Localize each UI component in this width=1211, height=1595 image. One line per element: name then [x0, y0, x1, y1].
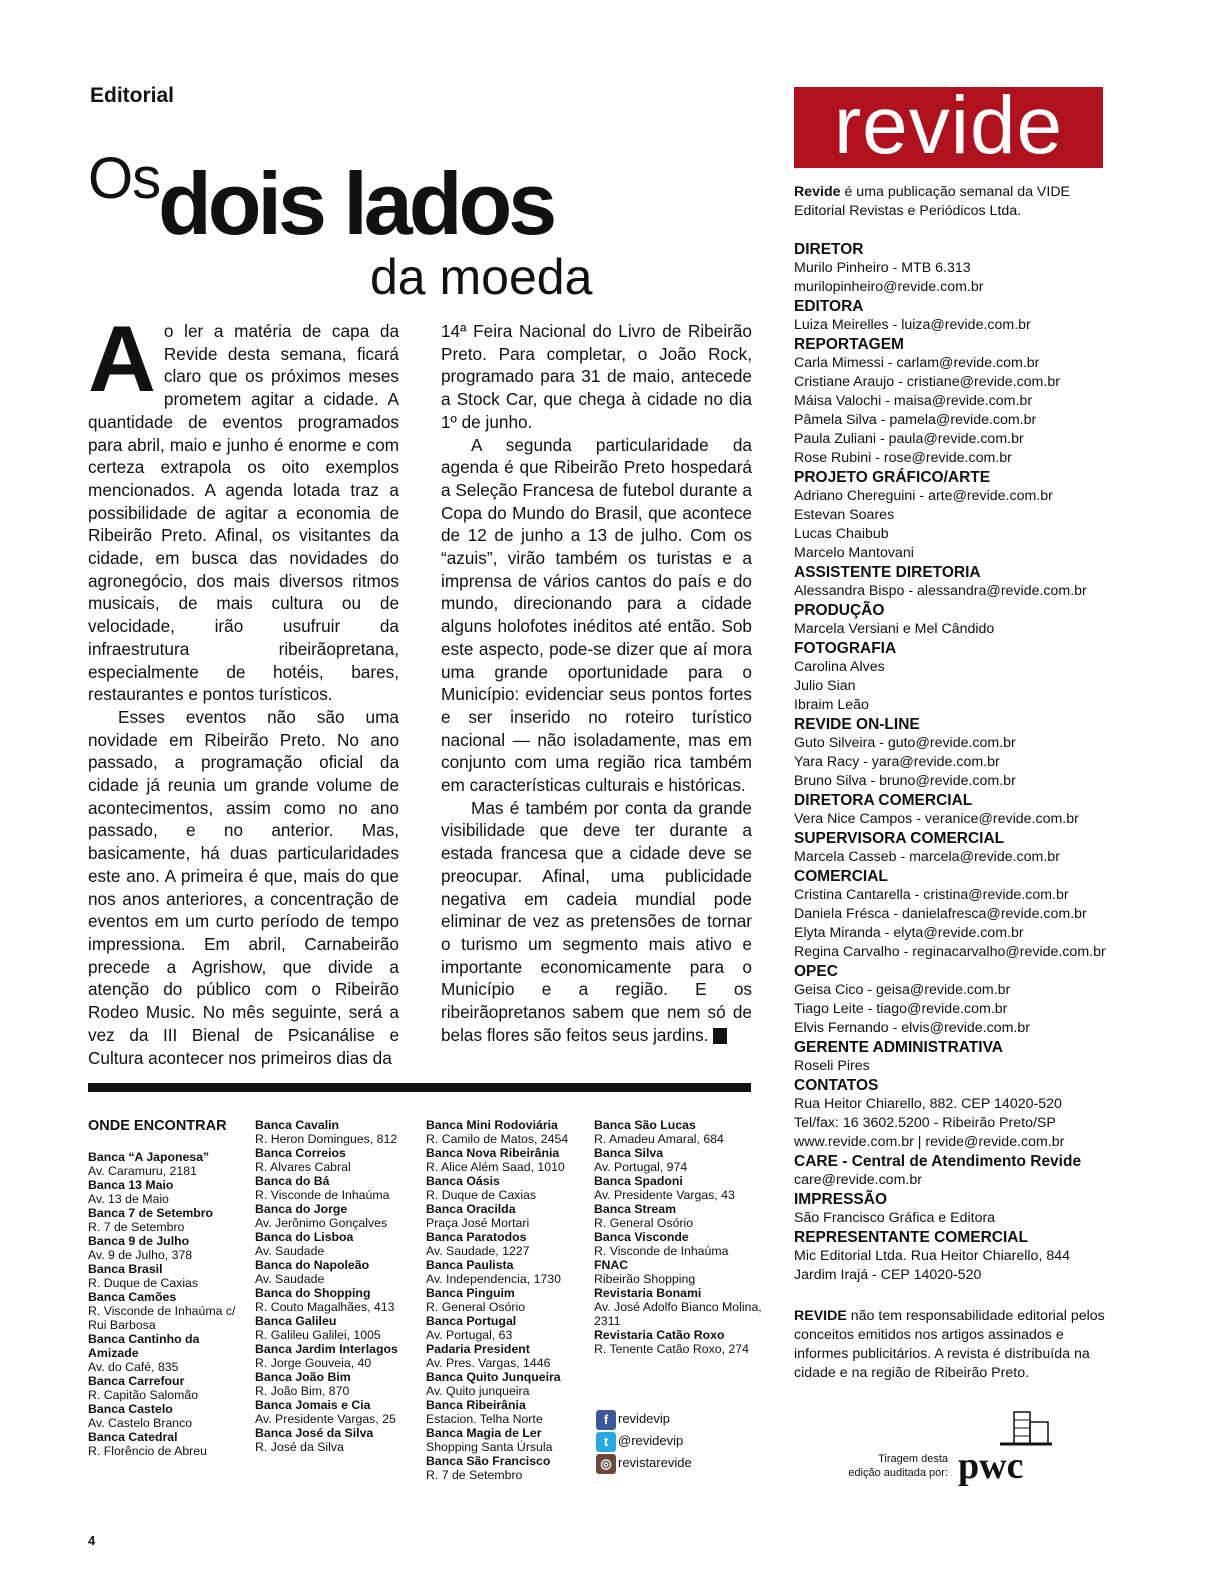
store-name: Banca Magia de Ler	[426, 1426, 542, 1440]
store-name: Banca Mini Rodoviária	[426, 1118, 558, 1132]
store-name: Banca Galileu	[255, 1314, 337, 1328]
store-address: Av. Pres. Vargas, 1446	[426, 1356, 551, 1370]
social-label: revidevip	[618, 1411, 671, 1426]
store-name: Banca Portugal	[426, 1314, 517, 1328]
store-address: R. Visconde de Inhaúma	[255, 1188, 390, 1202]
store-address: Ribeirão Shopping	[594, 1272, 696, 1286]
instagram-icon: ◎	[596, 1454, 616, 1474]
store-name: Banca 9 de Julho	[88, 1234, 190, 1248]
store-name: Banca Catedral	[88, 1430, 178, 1444]
store-address: R. Duque de Caxias	[426, 1188, 537, 1202]
staff-heading: REVIDE ON-LINE	[794, 716, 920, 733]
store-name: Banca Ribeirânia	[426, 1398, 526, 1412]
store-address: R. Visconde de Inhaúma c/ Rui Barbosa	[88, 1304, 236, 1332]
store-name: Banca Brasil	[88, 1262, 163, 1276]
article-paragraph: Ao ler a matéria de capa da Revide desta semana, ficará claro que os próximos meses prometem agitar a cidade. A quantidade de eventos programados para abril, maio e junho é enorme e com certeza extrapola os oito exemplos mencionados. A agenda lotada traz a possibilidade de agitar a economia de Ribeirão Preto. Afinal, os visitantes da cidade, em busca das novidades do agronegócio, dos mais diversos ritmos musicais, de mais cultura ou de velocidade, irão usufruir da infraestrutura ribeirãopretana, especialmente de hotéis, bares, restaurantes e pontos turísticos.	[88, 306, 399, 705]
social-label: @revidevip	[618, 1433, 684, 1448]
staff-line: Carla Mimessi - carlam@revide.com.br	[794, 355, 1040, 371]
store-address: R. Jorge Gouveia, 40	[255, 1356, 372, 1370]
store-name: Revistaria Catão Roxo	[594, 1328, 725, 1342]
staff-heading: DIRETORA COMERCIAL	[794, 792, 973, 809]
store-name: Banca José da Silva	[255, 1426, 374, 1440]
store-address: R. João Bim, 870	[255, 1384, 350, 1398]
store-address: R. Duque de Caxias	[88, 1276, 199, 1290]
store-address: Av. Caramuru, 2181	[88, 1164, 197, 1178]
staff-line: Geisa Cico - geisa@revide.com.br	[794, 982, 1011, 998]
store-address: R. General Osório	[594, 1216, 694, 1230]
staff-line: Rua Heitor Chiarello, 882. CEP 14020-520	[794, 1096, 1062, 1112]
revide-logo: revide	[794, 87, 1103, 168]
staff-line: Rose Rubini - rose@revide.com.br	[794, 450, 1012, 466]
staff-line: Tiago Leite - tiago@revide.com.br	[794, 1001, 1008, 1017]
onde-heading: ONDE ENCONTRAR	[88, 1118, 227, 1134]
store-name: Banca Jomais e Cia	[255, 1398, 371, 1412]
store-address: Praça José Mortari	[426, 1216, 530, 1230]
staff-line: Ibraim Leão	[794, 697, 869, 713]
store-name: Banca Jardim Interlagos	[255, 1342, 398, 1356]
staff-line: Lucas Chaibub	[794, 526, 889, 542]
audit-text: Tiragem desta edição auditada por:	[848, 1453, 948, 1479]
onde-column-2	[255, 1118, 420, 1454]
staff-line: Elyta Miranda - elyta@revide.com.br	[794, 925, 1024, 941]
store-address: Av. Saudade	[255, 1272, 325, 1286]
staff-line: Regina Carvalho - reginacarvalho@revide.com.br	[794, 944, 1106, 960]
staff-heading: ASSISTENTE DIRETORIA	[794, 564, 981, 581]
staff-line: Mic Editorial Ltda. Rua Heitor Chiarello, 844	[794, 1248, 1070, 1264]
staff-heading: GERENTE ADMINISTRATIVA	[794, 1039, 1003, 1056]
store-name: Banca do Napoleão	[255, 1258, 370, 1272]
store-address: R. Galileu Galilei, 1005	[255, 1328, 381, 1342]
store-name: Banca Nova Ribeirânia	[426, 1146, 560, 1160]
staff-line: Marcela Versiani e Mel Cândido	[794, 621, 995, 637]
store-address: Av. José Adolfo Bianco Molina, 2311	[594, 1300, 762, 1328]
page-number: 4	[88, 1533, 96, 1548]
disclaimer: REVIDE não tem responsabilidade editorial pelos conceitos emitidos nos artigos assinados e informes publicitários. A revista é distribuída na cidade e na região de Ribeirão Preto.	[794, 1308, 1105, 1381]
staff-line: Tel/fax: 16 3602.5200 - Ribeirão Preto/SP	[794, 1115, 1056, 1131]
store-address: R. Heron Domingues, 812	[255, 1132, 398, 1146]
article-paragraph: Esses eventos não são uma novidade em Ribeirão Preto. No ano passado, a programação oficial da cidade já reunia um grande volume de acontecimentos, assim como no ano passado, e no anterior. Mas, basicamente, há duas particularidades este ano. A primeira é que, mais do que nos anos anteriores, a concentração de eventos em um curto período de tempo impressiona. Em abril, Carnabeirão precede a Agrishow, que divide a atenção do público com o Ribeirão Rodeo Music. No mês seguinte, será a vez da III Bienal de Psicanálise e Cultura acontecer nos primeiros dias da	[88, 706, 399, 1068]
store-name: Banca Visconde	[594, 1230, 689, 1244]
onde-column-3	[426, 1118, 596, 1482]
article-column-1	[88, 306, 399, 1069]
store-name: Banca João Bim	[255, 1370, 351, 1384]
staff-heading: REPRESENTANTE COMERCIAL	[794, 1229, 1028, 1246]
staff-line: Vera Nice Campos - veranice@revide.com.br	[794, 811, 1079, 827]
staff-heading: PROJETO GRÁFICO/ARTE	[794, 469, 991, 486]
store-name: Banca Quito Junqueira	[426, 1370, 561, 1384]
store-address: Av. Castelo Branco	[88, 1416, 193, 1430]
store-name: Banca Paratodos	[426, 1230, 527, 1244]
store-name: Banca do Lisboa	[255, 1230, 354, 1244]
staff-heading: IMPRESSÃO	[794, 1191, 888, 1208]
store-name: Banca Cavalin	[255, 1118, 340, 1132]
store-address: R. Amadeu Amaral, 684	[594, 1132, 724, 1146]
store-address: Av. do Café, 835	[88, 1360, 179, 1374]
store-name: Banca Paulista	[426, 1258, 514, 1272]
store-address: R. José da Silva	[255, 1440, 344, 1454]
store-name: Banca Oracilda	[426, 1202, 516, 1216]
store-name: Banca Castelo	[88, 1402, 173, 1416]
staff-line: Pâmela Silva - pamela@revide.com.br	[794, 412, 1037, 428]
store-address: R. Capitão Salomão	[88, 1388, 199, 1402]
staff-line: Jardim Irajá - CEP 14020-520	[794, 1267, 982, 1283]
store-address: R. General Osório	[426, 1300, 526, 1314]
store-address: R. 7 de Setembro	[426, 1468, 523, 1482]
store-name: Banca Oásis	[426, 1174, 500, 1188]
building-icon	[1000, 1410, 1052, 1446]
staff-heading: CARE - Central de Atendimento Revide	[794, 1153, 1082, 1170]
store-name: Banca 7 de Setembro	[88, 1206, 214, 1220]
staff-line: Yara Racy - yara@revide.com.br	[794, 754, 1000, 770]
title-subline: da moeda	[370, 249, 593, 305]
store-address: Av. Saudade	[255, 1244, 325, 1258]
social-link[interactable]	[596, 1452, 692, 1474]
staff-heading: CONTATOS	[794, 1077, 879, 1094]
store-address: Shopping Santa Úrsula	[426, 1440, 553, 1454]
staff-line: Cristiane Araujo - cristiane@revide.com.br	[794, 374, 1060, 390]
article-paragraph: A segunda particularidade da agenda é que Ribeirão Preto hospedará a Seleção Francesa de futebol durante a Copa do Mundo do Brasil, que acontece de 12 de junho a 13 de julho. Com os “azuis”, virão também os turistas e a imprensa de vários cantos do país e do mundo, direcionando para a cidade alguns holofotes inéditos até então. Sob este aspecto, pode-se dizer que aí mora uma grande oportunidade para o Município: evidenciar seus pontos fortes e ser inserido no roteiro turístico nacional — não isoladamente, mas em conjunto com uma região rica também em características culturais e históricas.	[441, 434, 752, 796]
social-links	[596, 1408, 692, 1474]
staff-line: Guto Silveira - guto@revide.com.br	[794, 735, 1016, 751]
store-name: Banca Camões	[88, 1290, 177, 1304]
staff-line: Elvis Fernando - elvis@revide.com.br	[794, 1020, 1030, 1036]
store-name: Banca Cantinho da Amizade	[88, 1332, 200, 1360]
store-address: Av. Jerônimo Gonçalves	[255, 1216, 388, 1230]
store-name: Banca São Francisco	[426, 1454, 551, 1468]
staff-line: Estevan Soares	[794, 507, 895, 523]
staff-line: Paula Zuliani - paula@revide.com.br	[794, 431, 1024, 447]
staff-heading: OPEC	[794, 963, 838, 980]
store-name: Banca Stream	[594, 1202, 677, 1216]
store-name: Revistaria Bonami	[594, 1286, 702, 1300]
store-name: Banca Spadoni	[594, 1174, 683, 1188]
store-name: FNAC	[594, 1258, 629, 1272]
pwc-logo: pwc	[958, 1445, 1024, 1487]
staff-heading: SUPERVISORA COMERCIAL	[794, 830, 1005, 847]
store-address: R. Visconde de Inhaúma	[594, 1244, 729, 1258]
store-address: Av. Portugal, 63	[426, 1328, 513, 1342]
article-column-2	[441, 320, 752, 1047]
store-address: R. Tenente Catão Roxo, 274	[594, 1342, 749, 1356]
store-name: Banca 13 Maio	[88, 1178, 174, 1192]
staff-line: Carolina Alves	[794, 659, 885, 675]
facebook-icon: f	[596, 1410, 616, 1430]
store-name: Banca do Shopping	[255, 1286, 371, 1300]
store-name: Banca Silva	[594, 1146, 664, 1160]
store-address: R. Alvares Cabral	[255, 1160, 351, 1174]
publication-intro: Revide é uma publicação semanal da VIDE Editorial Revistas e Periódicos Ltda.	[794, 184, 1071, 219]
staff-line: Bruno Silva - bruno@revide.com.br	[794, 773, 1016, 789]
staff-heading: REPORTAGEM	[794, 336, 904, 353]
article-paragraph: Mas é também por conta da grande visibilidade que deve ter durante a estada francesa que a cidade deve se preocupar. Afinal, uma publicidade negativa em cadeia mundial pode eliminar de vez as pretensões de tornar o turismo um segmento mais ativo e importante economicamente para o Município e a região. E os ribeirãopretanos sabem que nem só de belas flores são feitos seus jardins. r	[441, 797, 752, 1045]
staff-heading: DIRETOR	[794, 241, 864, 258]
staff-line: murilopinheiro@revide.com.br	[794, 279, 984, 295]
staff-line: Luiza Meirelles - luiza@revide.com.br	[794, 317, 1031, 333]
staff-line: Adriano Chereguini - arte@revide.com.br	[794, 488, 1053, 504]
store-address: Av. Quito junqueira	[426, 1384, 530, 1398]
staff-line: Cristina Cantarella - cristina@revide.com.br	[794, 887, 1069, 903]
store-address: R. Florêncio de Abreu	[88, 1444, 207, 1458]
staff-line: Roseli Pires	[794, 1058, 870, 1074]
section-label: Editorial	[90, 84, 175, 107]
staff-heading: COMERCIAL	[794, 868, 888, 885]
title-part-os: Os	[88, 146, 161, 211]
store-address: R. Camilo de Matos, 2454	[426, 1132, 569, 1146]
store-name: Banca do Jorge	[255, 1202, 348, 1216]
store-address: Av. 13 de Maio	[88, 1192, 169, 1206]
store-name: Banca Correios	[255, 1146, 346, 1160]
store-address: Av. Presidente Vargas, 25	[255, 1412, 396, 1426]
social-link[interactable]	[596, 1430, 692, 1452]
staff-line: Murilo Pinheiro - MTB 6.313	[794, 260, 971, 276]
end-mark-icon: r	[713, 1028, 727, 1044]
title-main: dois lados	[158, 154, 554, 253]
store-address: Av. 9 de Julho, 378	[88, 1248, 193, 1262]
social-link[interactable]	[596, 1408, 692, 1430]
staff-line: Marcela Casseb - marcela@revide.com.br	[794, 849, 1060, 865]
staff-list	[794, 240, 1114, 1285]
store-address: Av. Independencia, 1730	[426, 1272, 561, 1286]
store-address: R. 7 de Setembro	[88, 1220, 185, 1234]
store-name: Banca São Lucas	[594, 1118, 696, 1132]
staff-line: www.revide.com.br | revide@revide.com.br	[794, 1134, 1065, 1150]
staff-line: Alessandra Bispo - alessandra@revide.com.br	[794, 583, 1087, 599]
staff-line: Julio Sian	[794, 678, 856, 694]
store-address: R. Alice Além Saad, 1010	[426, 1160, 565, 1174]
twitter-icon: t	[596, 1432, 616, 1452]
staff-line: care@revide.com.br	[794, 1172, 922, 1188]
staff-heading: PRODUÇÃO	[794, 602, 885, 619]
store-address: Estacion. Telha Norte	[426, 1412, 543, 1426]
store-name: Padaria President	[426, 1342, 530, 1356]
divider-bar	[88, 1083, 751, 1092]
staff-line: Daniela Frésca - danielafresca@revide.com.br	[794, 906, 1087, 922]
store-name: Banca “A Japonesa”	[88, 1150, 210, 1164]
staff-line: São Francisco Gráfica e Editora	[794, 1210, 996, 1226]
staff-line: Marcelo Mantovani	[794, 545, 914, 561]
store-address: Av. Presidente Vargas, 43	[594, 1188, 735, 1202]
store-address: Av. Portugal, 974	[594, 1160, 688, 1174]
onde-column-1	[88, 1118, 248, 1458]
store-name: Banca Carrefour	[88, 1374, 185, 1388]
store-address: R. Couto Magalhães, 413	[255, 1300, 395, 1314]
store-name: Banca Pinguim	[426, 1286, 515, 1300]
social-label: revistarevide	[618, 1455, 692, 1470]
staff-heading: EDITORA	[794, 298, 864, 315]
onde-column-4	[594, 1118, 764, 1356]
store-address: Av. Saudade, 1227	[426, 1244, 530, 1258]
staff-heading: FOTOGRAFIA	[794, 640, 897, 657]
store-name: Banca do Bá	[255, 1174, 330, 1188]
staff-line: Máisa Valochi - maisa@revide.com.br	[794, 393, 1033, 409]
drop-cap: A	[88, 306, 156, 411]
article-paragraph: 14ª Feira Nacional do Livro de Ribeirão Preto. Para completar, o João Rock, programado para 31 de maio, antecede a Stock Car, que chega à cidade no dia 1º de junho.	[441, 321, 752, 432]
